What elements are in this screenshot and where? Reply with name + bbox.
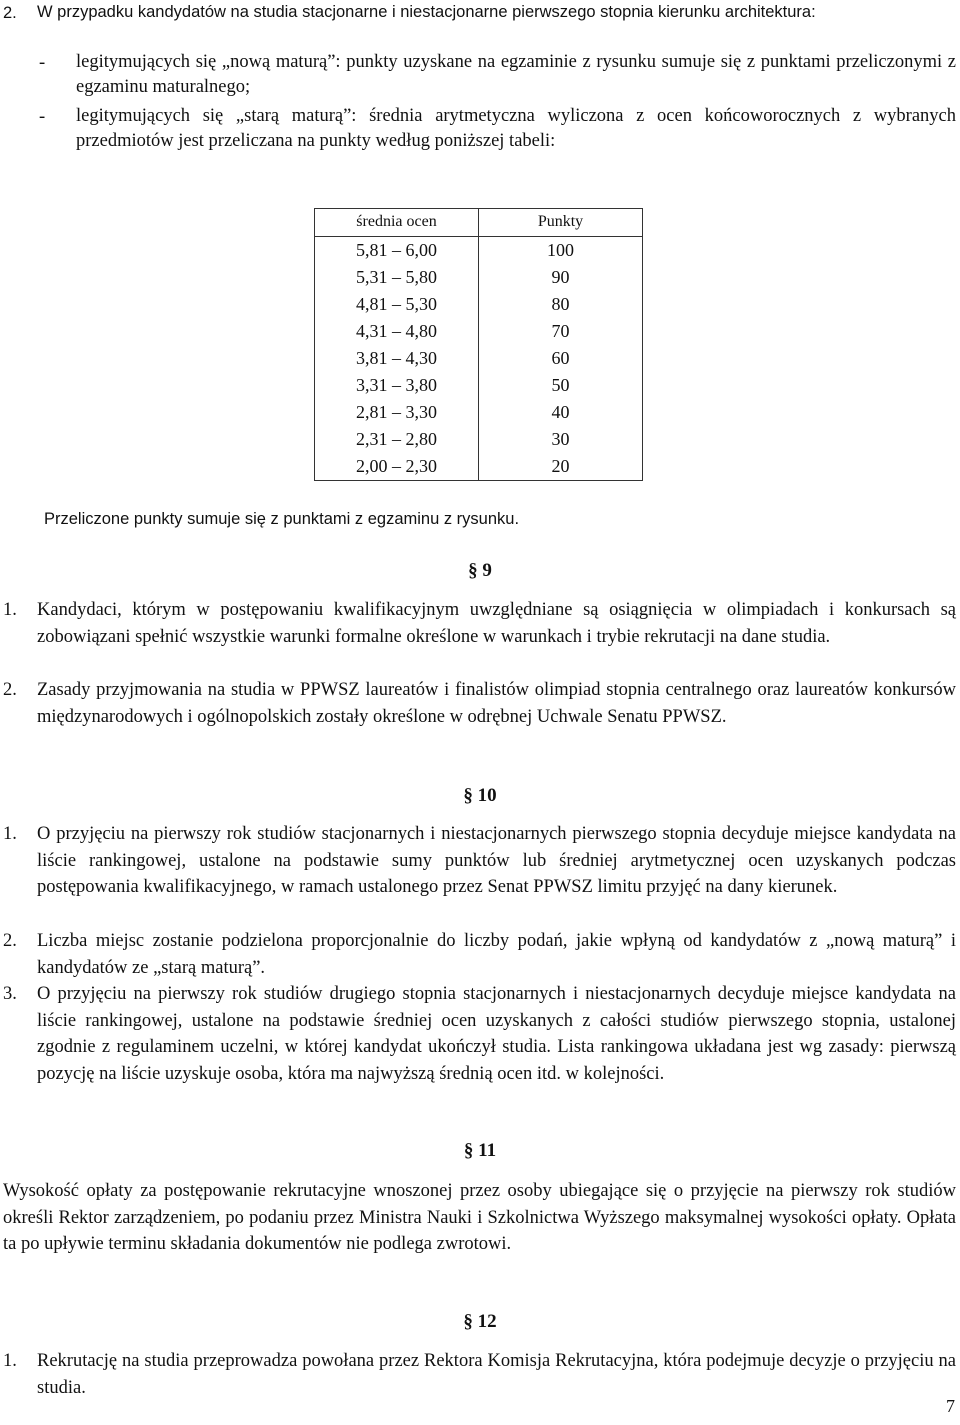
intro-text: W przypadku kandydatów na studia stacjonarne i niestacjonarne pierwszego stopnia kierunku architektura: — [37, 3, 816, 21]
item-text: O przyjęciu na pierwszy rok studiów drugiego stopnia stacjonarnych i niestacjonarnych decyduje miejsce kandydata na liście rankingowej, ustalone na podstawie średniej ocen uzyskanych z całości studiów pierwszego stopnia, ustalonej zgodnie z regulaminem uczelni, w której kandydat ukończył studia. Lista rankingowa układana jest wg zasady: pierwszą pozycję na liście uzyskuje osoba, która ma najwyższą średnią ocen itd. w kolejności. — [37, 984, 956, 1084]
grade-range-cell: 2,00 – 2,30 — [315, 453, 479, 481]
grade-range-cell: 5,31 – 5,80 — [315, 264, 479, 291]
table-row — [315, 237, 643, 265]
bullet-dash: - — [39, 53, 46, 73]
bullet-dash: - — [39, 107, 46, 127]
section-heading-12: § 12 — [463, 1311, 497, 1332]
intro-number: 2. — [3, 4, 17, 22]
item-text: Liczba miejsc zostanie podzielona proporcjonalnie do liczby podań, jakie wpłyną od kandydatów z „nową maturą” i kandydatów ze „starą maturą”. — [37, 931, 956, 978]
grade-range-cell: 3,31 – 3,80 — [315, 372, 479, 399]
section-heading-11: § 11 — [463, 1140, 497, 1161]
points-cell: 40 — [479, 399, 643, 426]
column-header-points: Punkty — [479, 209, 643, 237]
points-cell: 90 — [479, 264, 643, 291]
table-row — [315, 318, 643, 345]
grade-range-cell: 2,81 – 3,30 — [315, 399, 479, 426]
table-row — [315, 345, 643, 372]
section-heading-9: § 9 — [468, 560, 492, 581]
item-text: Zasady przyjmowania na studia w PPWSZ laureatów i finalistów olimpiad stopnia centralnego oraz laureatów konkursów międzynarodowych i ogólnopolskich zostały określone w odrębnej Uchwale Senatu PPWSZ. — [37, 680, 956, 727]
item-number: 1. — [3, 600, 17, 620]
grade-range-cell: 3,81 – 4,30 — [315, 345, 479, 372]
points-cell: 30 — [479, 426, 643, 453]
table-row — [315, 426, 643, 453]
grade-range-cell: 2,31 – 2,80 — [315, 426, 479, 453]
table-row — [315, 372, 643, 399]
grade-range-cell: 4,81 – 5,30 — [315, 291, 479, 318]
paragraph-text: Wysokość opłaty za postępowanie rekrutacyjne wnoszonej przez osoby ubiegające się o przyjęcie na pierwszy rok studiów określi Rektor zarządzeniem, po podaniu przez Ministra Nauki i Szkolnictwa Wyższego maksymalnej wysokości opłaty. Opłata ta po upływie terminu składania dokumentów nie podlega zwrotowi. — [3, 1181, 956, 1254]
table-header-row — [315, 209, 643, 237]
page-number: 7 — [946, 1396, 955, 1416]
points-cell: 20 — [479, 453, 643, 481]
table-row — [315, 399, 643, 426]
column-header-grade: średnia ocen — [315, 209, 479, 237]
item-text: Rekrutację na studia przeprowadza powołana przez Rektora Komisja Rekrutacyjna, która podejmuje decyzje o przyjęciu na studia. — [37, 1351, 956, 1398]
item-text: Kandydaci, którym w postępowaniu kwalifikacyjnym uwzględniane są osiągnięcia w olimpiadach i konkursach są zobowiązani spełnić wszystkie warunki formalne określone w warunkach i trybie rekrutacji na dane studia. — [37, 600, 956, 647]
grade-points-table — [314, 208, 643, 481]
points-cell: 60 — [479, 345, 643, 372]
table-row — [315, 291, 643, 318]
points-cell: 100 — [479, 237, 643, 265]
points-cell: 70 — [479, 318, 643, 345]
after-table-text: Przeliczone punkty sumuje się z punktami z egzaminu z rysunku. — [44, 510, 520, 528]
item-number: 1. — [3, 824, 17, 844]
points-cell: 80 — [479, 291, 643, 318]
bullet-text: legitymujących się „starą maturą”: średnia arytmetyczna wyliczona z ocen końcoworocznych z wybranych przedmiotów jest przeliczana na punkty według poniższej tabeli: — [76, 106, 956, 151]
table-row — [315, 264, 643, 291]
item-number: 3. — [3, 984, 17, 1004]
table-row — [315, 453, 643, 481]
item-number: 2. — [3, 680, 17, 700]
section-heading-10: § 10 — [463, 785, 497, 806]
points-cell: 50 — [479, 372, 643, 399]
grade-range-cell: 4,31 – 4,80 — [315, 318, 479, 345]
item-number: 1. — [3, 1351, 17, 1371]
bullet-text: legitymujących się „nową maturą”: punkty uzyskane na egzaminie z rysunku sumuje się z punktami przeliczonymi z egzaminu maturalnego; — [76, 52, 956, 97]
item-text: O przyjęciu na pierwszy rok studiów stacjonarnych i niestacjonarnych pierwszego stopnia decyduje miejsce kandydata na liście rankingowej, ustalone na podstawie sumy punktów lub średniej arytmetycznej ocen uzyskanych podczas postępowania kwalifikacyjnego, w ramach ustalonego przez Senat PPWSZ limitu przyjęć na dany kierunek. — [37, 824, 956, 897]
grade-range-cell: 5,81 – 6,00 — [315, 237, 479, 265]
item-number: 2. — [3, 931, 17, 951]
